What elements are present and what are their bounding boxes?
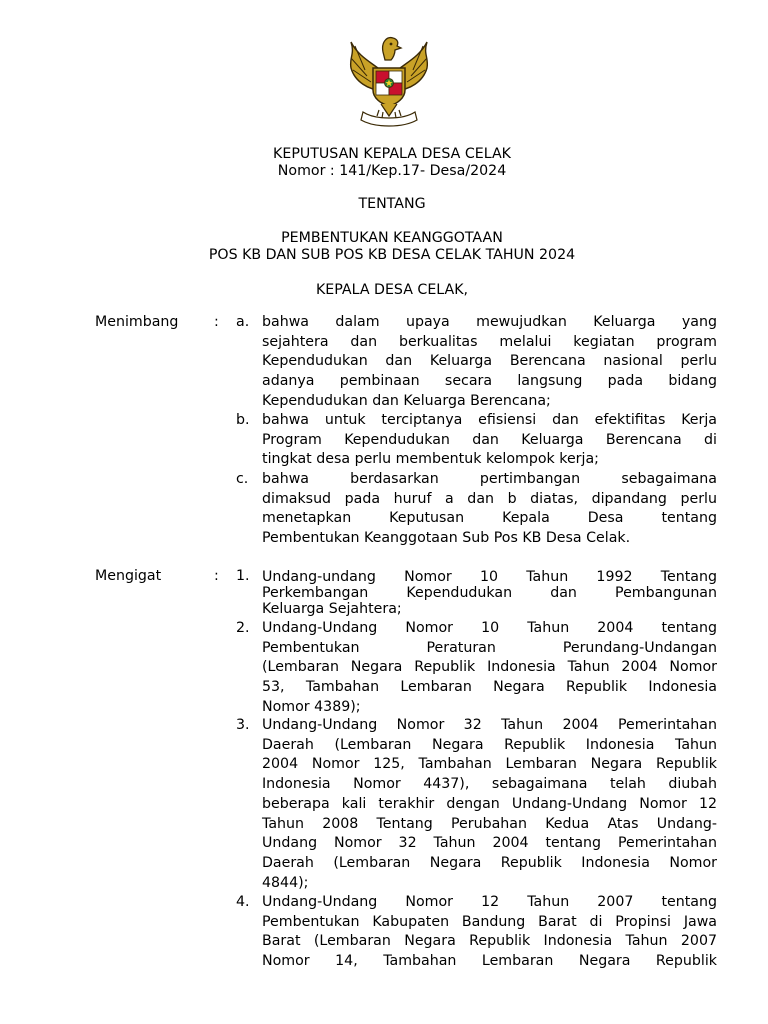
text-line: 53, Tambahan Lembaran Negara Republik Indonesia — [262, 679, 717, 696]
garuda-pancasila-emblem — [345, 24, 433, 128]
mengingat-item-4-mark: 4. — [236, 894, 250, 910]
menimbang-item-a — [262, 313, 717, 412]
text-line: Program Kependudukan dan Keluarga Berencana di — [262, 431, 717, 448]
text-line: Undang Nomor 32 Tahun 2004 tentang Pemerintahan — [262, 835, 717, 852]
menimbang-item-b-mark: b. — [236, 412, 250, 428]
text-line: tingkat desa perlu membentuk kelompok kerja; — [262, 451, 599, 468]
mengingat-label: Mengigat — [95, 568, 162, 584]
text-line: sejahtera dan berkualitas melalui kegiatan program — [262, 333, 717, 350]
text-line: Undang-Undang Nomor 32 Tahun 2004 Pemerintahan — [262, 717, 717, 733]
text-line: Nomor 14, Tambahan Lembaran Negara Republik — [262, 953, 717, 970]
mengingat-colon: : — [214, 568, 219, 584]
text-line: Keluarga Sejahtera; — [262, 601, 402, 617]
text-line: menetapkan Keputusan Kepala Desa tentang — [262, 510, 717, 527]
tail-icon — [381, 104, 397, 116]
text-line: adanya pembinaan secara langsung pada bidang — [262, 373, 717, 390]
subject-line-1: PEMBENTUKAN KEANGGOTAAN — [281, 230, 503, 246]
text-line: Nomor 4389); — [262, 698, 361, 715]
menimbang-label: Menimbang — [95, 314, 179, 330]
mengingat-item-4 — [262, 893, 717, 972]
text-line: bahwa dalam upaya mewujudkan Keluarga yang — [262, 314, 717, 330]
text-line: Pembentukan Peraturan Perundang-Undangan — [262, 639, 717, 656]
text-line: 2004 Nomor 125, Tambahan Lembaran Negara Republik — [262, 756, 717, 773]
text-line: bahwa untuk terciptanya efisiensi dan efektifitas Kerja — [262, 412, 717, 428]
menimbang-colon: : — [214, 314, 219, 330]
text-line: Indonesia Nomor 4437), sebagaimana telah diubah — [262, 776, 717, 793]
text-line: Undang-undang Nomor 10 Tahun 1992 Tentang — [262, 569, 717, 585]
text-line: Pembentukan Kabupaten Bandung Barat di Propinsi Jawa — [262, 913, 717, 930]
text-line: Perkembangan Kependudukan dan Pembangunan — [262, 585, 717, 601]
text-line: Undang-Undang Nomor 12 Tahun 2007 tentang — [262, 894, 717, 910]
text-line: Kependudukan dan Keluarga Berencana nasional perlu — [262, 353, 717, 370]
menimbang-item-b — [262, 411, 717, 470]
mengingat-item-2 — [262, 619, 717, 718]
subject-line-2: POS KB DAN SUB POS KB DESA CELAK TAHUN 2024 — [208, 247, 576, 263]
mengingat-item-3 — [262, 716, 717, 893]
mengingat-item-1 — [262, 569, 717, 617]
menimbang-item-c — [262, 470, 717, 549]
text-line: beberapa kali terakhir dengan Undang-Undang Nomor 12 — [262, 795, 717, 812]
text-line: Daerah (Lembaran Negara Republik Indonesia Nomor — [262, 854, 717, 871]
text-line: Tahun 2008 Tentang Perubahan Kedua Atas Undang- — [262, 815, 717, 832]
about-heading: TENTANG — [358, 196, 426, 212]
document-title: KEPUTUSAN KEPALA DESA CELAK — [273, 146, 511, 162]
text-line: 4844); — [262, 874, 309, 891]
text-line: (Lembaran Negara Republik Indonesia Tahun 2004 Nomor — [262, 659, 717, 676]
text-line: dimaksud pada huruf a dan b diatas, dipandang perlu — [262, 490, 717, 507]
menimbang-item-a-mark: a. — [236, 314, 250, 330]
signatory-heading: KEPALA DESA CELAK, — [315, 282, 469, 298]
text-line: Barat (Lembaran Negara Republik Indonesia Tahun 2007 — [262, 933, 717, 950]
text-line: Undang-Undang Nomor 10 Tahun 2004 tentang — [262, 620, 717, 636]
text-line: bahwa berdasarkan pertimbangan sebagaimana — [262, 471, 717, 487]
text-line: Pembentukan Keanggotaan Sub Pos KB Desa Celak. — [262, 530, 631, 547]
text-line: Kependudukan dan Keluarga Berencana; — [262, 392, 551, 409]
mengingat-item-2-mark: 2. — [236, 620, 250, 636]
document-number: Nomor : 141/Kep.17- Desa/2024 — [277, 163, 507, 179]
menimbang-item-c-mark: c. — [236, 471, 249, 487]
mengingat-item-1-mark: 1. — [236, 568, 250, 584]
garuda-head-icon — [383, 38, 401, 60]
text-line: Daerah (Lembaran Negara Republik Indonesia Tahun — [262, 736, 717, 753]
mengingat-item-3-mark: 3. — [236, 717, 250, 733]
